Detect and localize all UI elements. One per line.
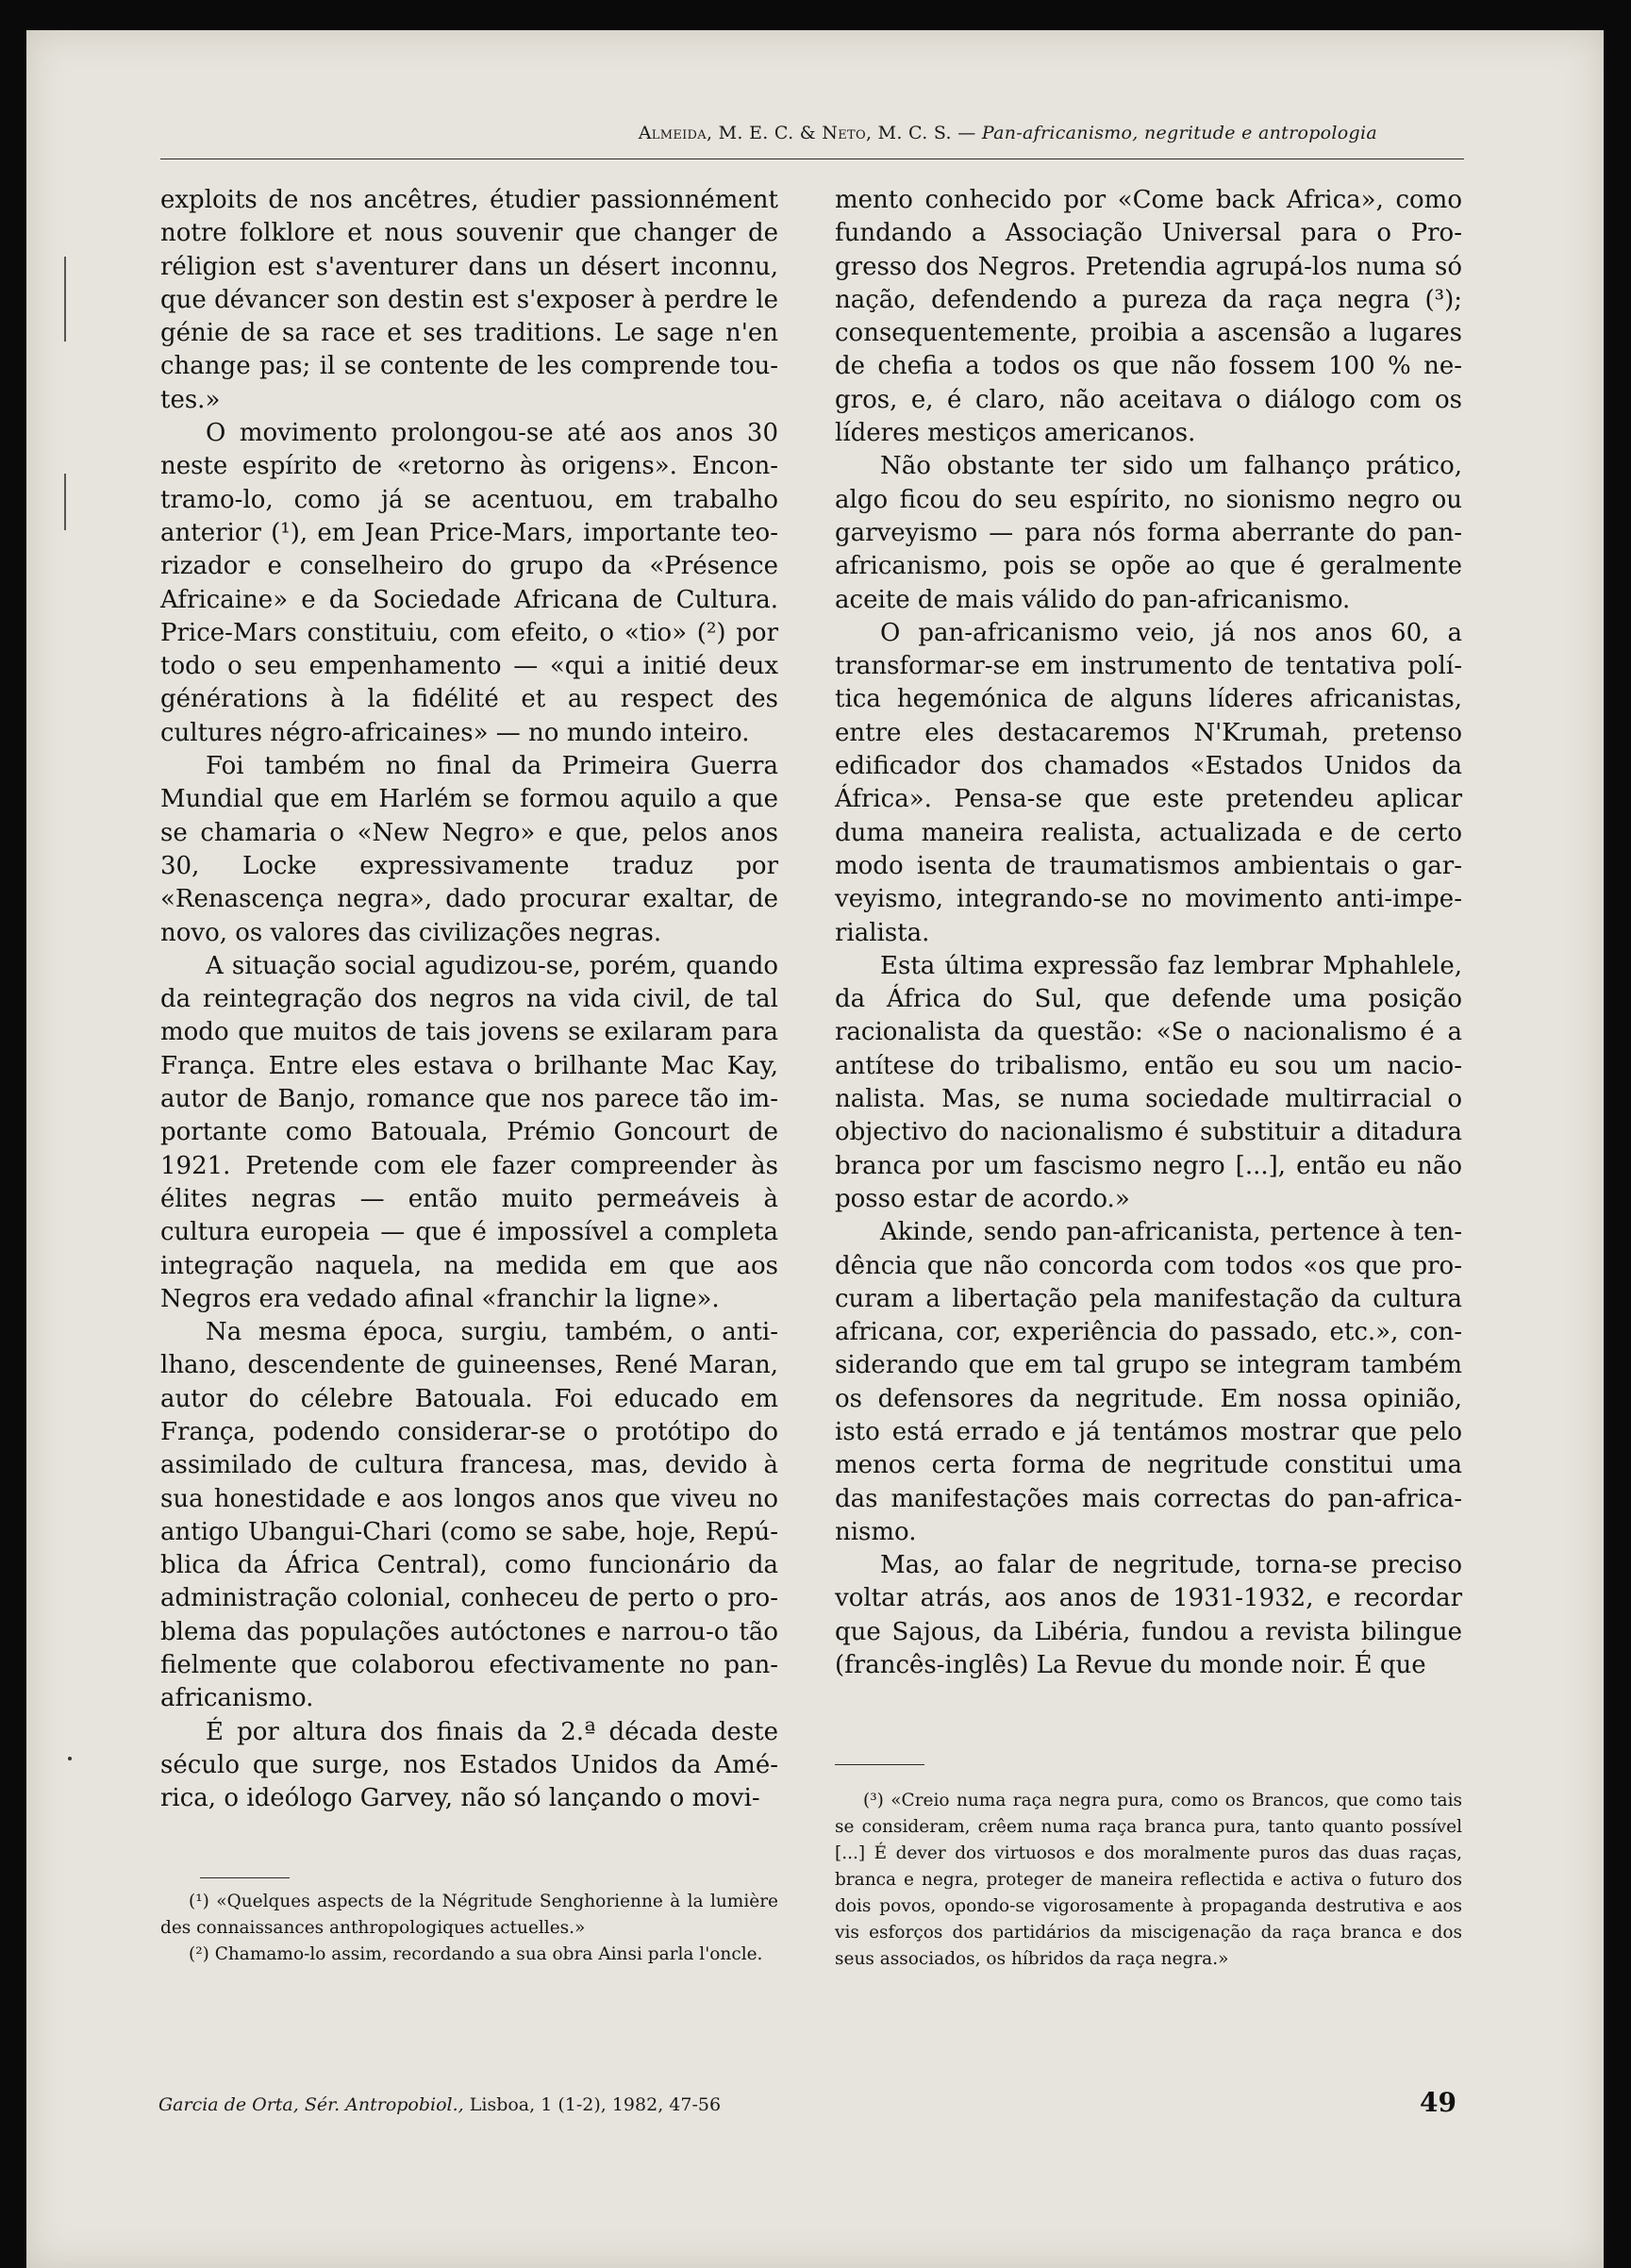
footnote-rule bbox=[835, 1764, 924, 1765]
footnote: (¹) «Quelques aspects de la Négritude Senghorienne à la lumière des connaissances anthropologiques actuelles.» bbox=[160, 1892, 778, 1938]
page-number: 49 bbox=[1420, 2087, 1456, 2118]
paragraph: mento conhecido por «Come back Africa», como fundando a Associação Universal para o Progresso dos Negros. Pretendia agrupá-los numa só nação, defendendo a pureza da raça negra (³); consequentemente, proibia a ascensão a lugares de chefia a todos os que não fossem 100 % negros, e, é claro, não aceitava o diálogo com os líderes mestiços americanos. bbox=[835, 186, 1462, 448]
paragraph: Não obstante ter sido um falhanço prático, algo ficou do seu espírito, no sionismo negro ou garveyismo — para nós forma aberrante do pan-africanismo, pois se opõe ao que é geralmente aceite de mais válido do pan-africanismo. bbox=[835, 452, 1462, 614]
paragraph: A situação social agudizou-se, porém, quando da reintegração dos negros na vida civil, de tal modo que muitos de tais jovens se exilaram para França. Entre eles estava o brilhante Mac Kay, autor de Banjo, romance que nos parece tão importante como Batouala, Prémio Goncourt de 1921. Pretende com ele fazer compreender às élites negras — então muito permeáveis à cultura europeia — que é impossível a completa integração naquela, na medida em que aos Negros era vedado afinal «franchir la ligne». bbox=[160, 951, 778, 1313]
footnote-rule bbox=[200, 1877, 290, 1878]
header-title: Pan-africanismo, negritude e antropologia bbox=[981, 123, 1377, 143]
paragraph: exploits de nos ancêtres, étudier passionnément notre folklore et nous souvenir que changer de réligion est s'aventurer dans un désert inconnu, que dévancer son destin est s'exposer à perdre le génie de sa race et ses traditions. Le sage n'en change pas; il se contente de les comprende toutes.» bbox=[160, 186, 778, 414]
paragraph: É por altura dos finais da 2.ª década deste século que surge, nos Estados Unidos da América, o ideólogo Garvey, não só lançando o movi- bbox=[160, 1717, 778, 1813]
right-footnotes bbox=[835, 1788, 1462, 1973]
paragraph: O movimento prolongou-se até aos anos 30 neste espírito de «retorno às origens». Encontramo-lo, como já se acentuou, em trabalho anterior (¹), em Jean Price-Mars, importante teorizador e conselheiro do grupo da «Présence Africaine» e da Sociedade Africana de Cultura. Price-Mars constituiu, com efeito, o «tio» (²) por todo o seu empenhamento — «qui a initié deux générations à la fidélité et au respect des cultures négro-africaines» — no mundo inteiro. bbox=[160, 419, 778, 747]
right-column bbox=[835, 184, 1462, 1682]
margin-mark bbox=[64, 257, 66, 342]
left-column bbox=[160, 184, 778, 1816]
header-authors: Almeida, M. E. C. & Neto, M. C. S. — bbox=[638, 123, 976, 143]
paragraph: Mas, ao falar de negritude, torna-se preciso voltar atrás, aos anos de 1931-1932, e recordar que Sajous, da Libéria, fundou a revista bilingue (francês-inglês) La Revue du monde noir. É que bbox=[835, 1551, 1462, 1680]
footnote: (²) Chamamo-lo assim, recordando a sua obra Ainsi parla l'oncle. bbox=[189, 1944, 763, 1964]
margin-dot bbox=[68, 1757, 72, 1760]
header-rule bbox=[160, 158, 1464, 159]
paragraph: O pan-africanismo veio, já nos anos 60, a transformar-se em instrumento de tentativa política hegemónica de alguns líderes africanistas, entre eles destacaremos N'Krumah, pretenso edificador dos chamados «Estados Unidos da África». Pensa-se que este pretendeu aplicar duma maneira realista, actualizada e de certo modo isenta de traumatismos ambientais o garveyismo, integrando-se no movimento anti-imperialista. bbox=[835, 618, 1462, 947]
footnote: (³) «Creio numa raça negra pura, como os Brancos, que como tais se consideram, crêem numa raça branca pura, tanto quanto possível [...] É dever dos virtuosos e dos moralmente puros das duas raças, branca e negra, proteger de maneira reflectida e activa o futuro dos dois povos, opondo-se vigorosamente à propaganda destrutiva e aos vis esforços dos partidários da miscigenação da raça branca e dos seus associados, os híbridos da raça negra.» bbox=[835, 1791, 1462, 1969]
paragraph: Foi também no final da Primeira Guerra Mundial que em Harlém se formou aquilo a que se chamaria o «New Negro» e que, pelos anos 30, Locke expressivamente traduz por «Renascença negra», dado procurar exaltar, de novo, os valores das civilizações negras. bbox=[160, 752, 778, 947]
citation-details: Lisboa, 1 (1-2), 1982, 47-56 bbox=[469, 2094, 722, 2115]
journal-citation bbox=[158, 2094, 721, 2115]
journal-name: Garcia de Orta, Sér. Antropobiol., bbox=[158, 2094, 464, 2115]
running-header bbox=[160, 123, 1462, 143]
margin-mark bbox=[64, 474, 66, 530]
paragraph: Akinde, sendo pan-africanista, pertence à tendência que não concorda com todos «os que procuram a libertação pela manifestação da cultura africana, cor, experiência do passado, etc.», considerando que em tal grupo se integram também os defensores da negritude. Em nossa opinião, isto está errado e já tentámos mostrar que pelo menos certa forma de negritude constitui uma das manifestações mais correctas do pan-africanismo. bbox=[835, 1218, 1462, 1546]
paragraph: Esta última expressão faz lembrar Mphahlele, da África do Sul, que defende uma posição racionalista da questão: «Se o nacionalismo é a antítese do tribalismo, então eu sou um nacionalista. Mas, se numa sociedade multirracial o objectivo do nacionalismo é substituir a ditadura branca por um fascismo negro [...], então eu não posso estar de acordo.» bbox=[835, 951, 1462, 1213]
paragraph: Na mesma época, surgiu, também, o antilhano, descendente de guineenses, René Maran, autor do célebre Batouala. Foi educado em França, podendo considerar-se o protótipo do assimilado de cultura francesa, mas, devido à sua honestidade e aos longos anos que viveu no antigo Ubangui-Chari (como se sabe, hoje, República da África Central), como funcionário da administração colonial, conheceu de perto o problema das populações autóctones e narrou-o tão fielmente que colaborou efectivamente no pan-africanismo. bbox=[160, 1318, 778, 1713]
left-footnotes bbox=[160, 1889, 778, 1968]
